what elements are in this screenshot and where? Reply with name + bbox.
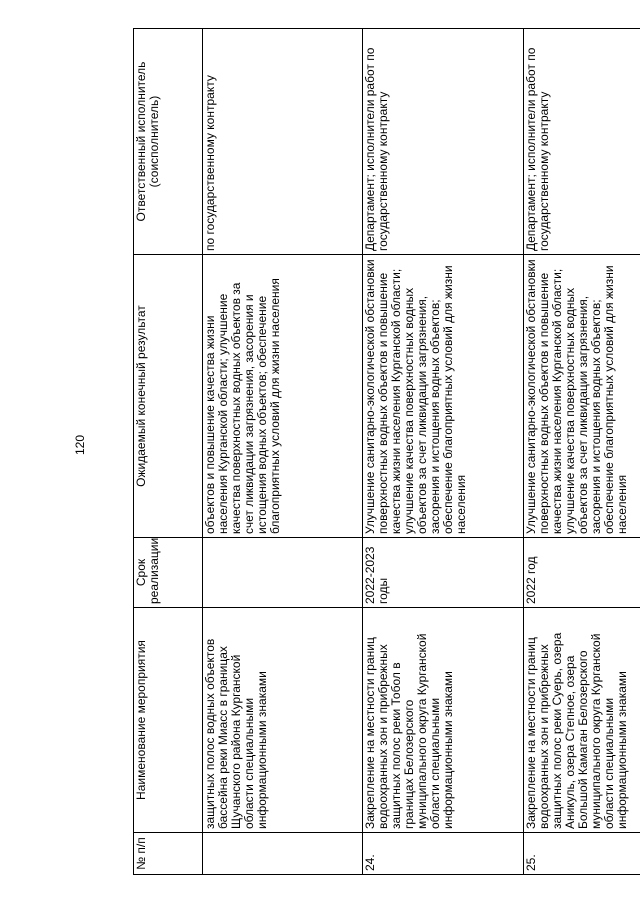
header-name: Наименование мероприятия (134, 608, 203, 833)
row-num: 24. (363, 833, 524, 875)
row-executor: по государственному контракту (203, 29, 363, 255)
page-number: 120 (73, 434, 87, 456)
table-header-row (134, 29, 203, 875)
row-result: Улучшение санитарно-экологической обстановки поверхностных водных объектов и повышение качества жизни населения Курганской области; улучшение качества поверхностных водных объектов за счет ликвидации загрязнения, засорения и истощения водных объектов; обеспечение благоприятных условий для жизни населения (363, 255, 524, 538)
header-num: № п/п (134, 833, 203, 875)
row-term: 2022 год (524, 538, 640, 608)
row-term: 2022-2023 годы (363, 538, 524, 608)
rotated-table-container (133, 29, 629, 875)
header-result: Ожидаемый конечный результат (134, 255, 203, 538)
row-result: Улучшение санитарно-экологической обстановки поверхностных водных объектов и повышение качества жизни населения Курганской области; улучшение качества поверхностных водных объектов за счет ликвидации загрязнения, засорения и истощения водных объектов; обеспечение благоприятных условий для жизни населения (524, 255, 640, 538)
row-name: защитных полос водных объектов бассейна реки Миасс в границах Щучанского района Курганской области специальными информационными знаками (203, 608, 363, 833)
row-result: объектов и повышение качества жизни населения Курганской области; улучшение качества поверхностных водных объектов за счет ликвидации загрязнения, засорения и истощения водных объектов; обеспечение благоприятных условий для жизни населения (203, 255, 363, 538)
row-num (203, 833, 363, 875)
measures-table (133, 28, 640, 875)
row-num: 25. (524, 833, 640, 875)
table-row (363, 29, 524, 875)
row-name: Закрепление на местности границ водоохранных зон и прибрежных защитных полос реки Тобол в границах Белозерского муниципального округа Курганской области специальными информационными знаками (363, 608, 524, 833)
table-row (524, 29, 640, 875)
header-executor: Ответственный исполнитель (соисполнитель) (134, 29, 203, 255)
header-term: Срок реализации (134, 538, 203, 608)
table-row (203, 29, 363, 875)
row-name: Закрепление на местности границ водоохранных зон и прибрежных защитных полос реки Суерь, озера Аникуль, озера Степное, озера Большой Камаган Белозерского муниципального округа Курганской области специальными информационными знаками (524, 608, 640, 833)
row-executor: Департамент; исполнители работ по государственному контракту (363, 29, 524, 255)
row-term (203, 538, 363, 608)
row-executor: Департамент; исполнители работ по государственному контракту (524, 29, 640, 255)
